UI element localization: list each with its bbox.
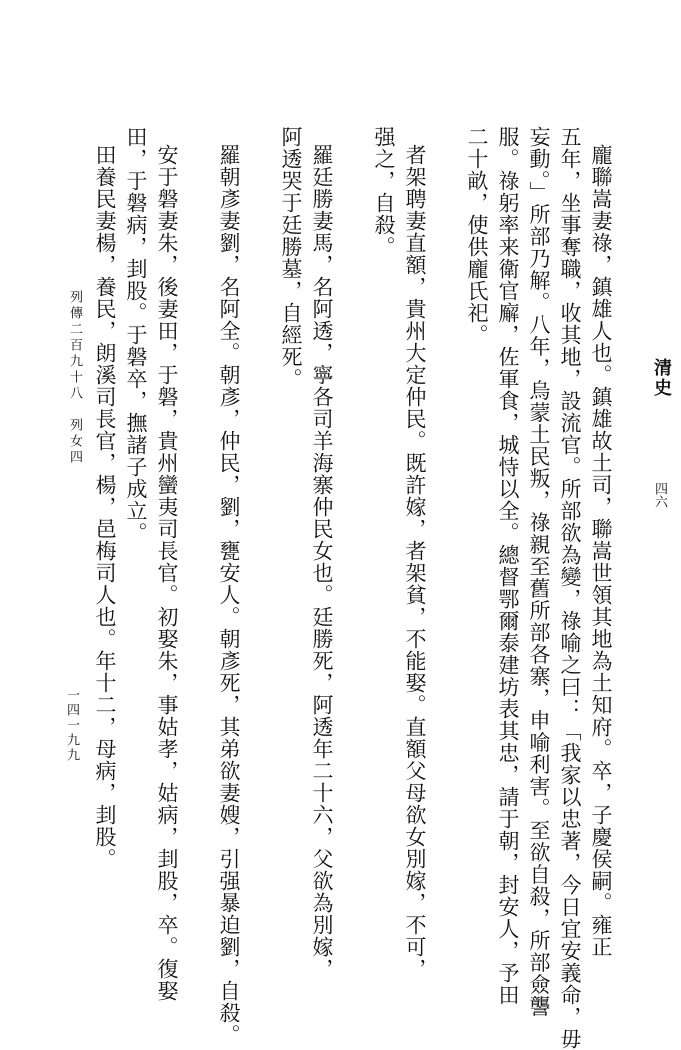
book-title: 清史 <box>651 358 672 398</box>
text-column-7: 强之，自殺。 <box>372 126 396 258</box>
text-column-6: 者架聘妻直額，貴州大定仲民。既許嫁，者架貧，不能娶。直額父母欲女別嫁，不可， <box>403 144 427 980</box>
text-column-5: 二十畝，使供龐氏祀。 <box>465 126 489 346</box>
text-column-3: 妄動。」所部乃解。八年，烏蒙土民叛，祿親至舊所部各寨，申喻利害。至欲自殺，所部僉讋 <box>527 126 551 1018</box>
text-column-2: 五年，坐事奪職，收其地，設流官。所部欲為變，祿喻之曰：「我家以忠著，今日宜安義命，毋 <box>558 126 582 1050</box>
text-column-4: 服。祿躬率来衛官廨，佐軍食，城恃以全。總督鄂爾泰建坊表其忠，請于朝，封安人，予田 <box>496 126 520 1006</box>
text-column-11: 安于磐妻朱，後妻田，于磐，貴州蠻夷司長官。初娶朱，事姑孝，姑病，刲股，卒。復娶 <box>155 144 179 1002</box>
text-column-13: 田養民妻楊，養民，朗溪司長官，楊，邑梅司人也。年十二，母病，刲股。 <box>93 144 117 870</box>
page-mark: 四六 <box>652 482 667 508</box>
section-label: 列傳二百九十八 列女四 <box>67 290 82 466</box>
page-number: 一四一九九 <box>64 688 79 763</box>
text-column-10: 羅朝彥妻劉，名阿全。朝彥，仲民，劉，甕安人。朝彥死，其弟欲妻嫂，引强暴迫劉，自殺。 <box>217 144 241 1046</box>
text-column-8: 羅廷勝妻馬，名阿透，寧各司羊海寨仲民女也。廷勝死，阿透年二十六，父欲為別嫁， <box>310 144 334 980</box>
text-column-9: 阿透哭于廷勝墓，自經死。 <box>279 126 303 390</box>
text-column-1: 龐聯嵩妻祿，鎮雄人也。鎮雄故土司，聯嵩世領其地為土知府。卒，子慶侯嗣。雍正 <box>589 144 613 958</box>
text-column-12: 田，于磐病，刲股。于磐卒，撫諸子成立。 <box>124 126 148 544</box>
